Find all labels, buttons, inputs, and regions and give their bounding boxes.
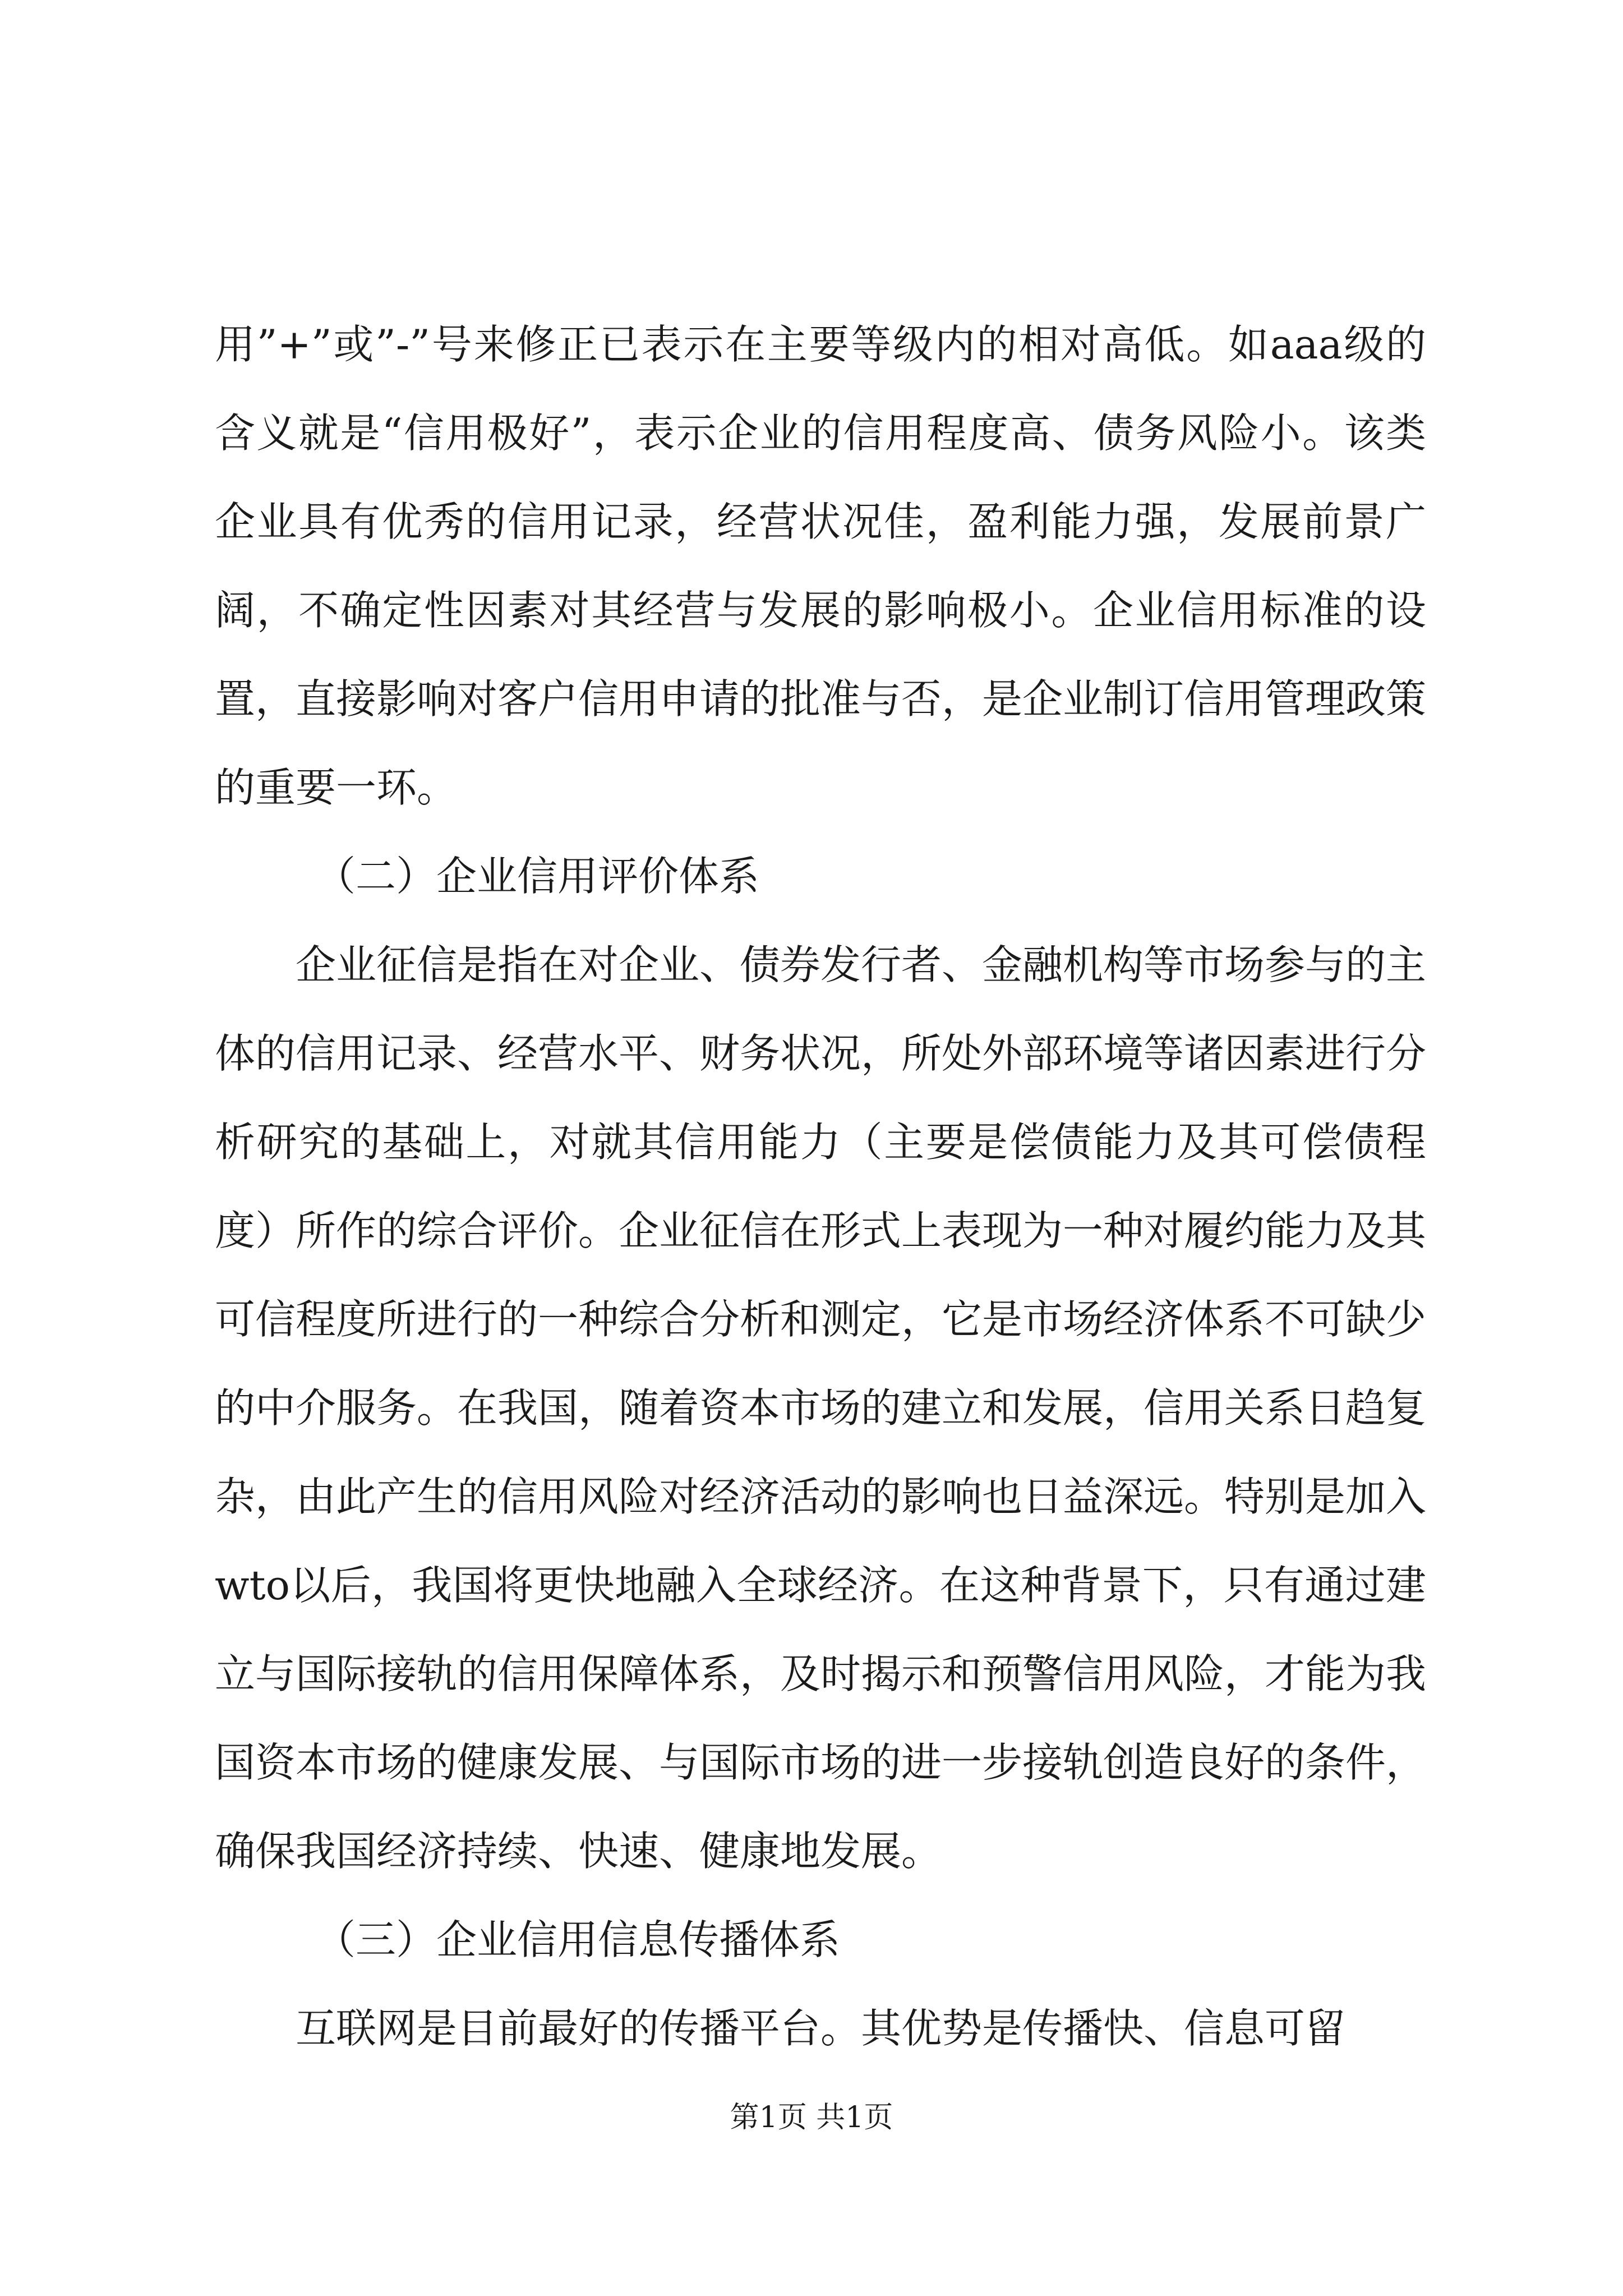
section-heading: （三）企业信用信息传播体系: [315, 1916, 841, 1963]
body-paragraph: 企业征信是指在对企业、债券发行者、金融机构等市场参与的主体的信用记录、经营水平、财务状况，所处外部环境等诸因素进行分析研究的基础上，对就其信用能力（主要是偿债能力及其可偿债程度）所作的综合评价。企业征信在形式上表现为一种对履约能力及其可信程度所进行的一种综合分析和测定，它是市场经济体系不可缺少的中介服务。在我国，随着资本市场的建立和发展，信用关系日趋复杂，由此产生的信用风险对经济活动的影响也日益深远。特别是加入wto以后，我国将更快地融入全球经济。在这种背景下，只有通过建立与国际接轨的信用保障体系，及时揭示和预警信用风险，才能为我国资本市场的健康发展、与国际市场的进一步接轨创造良好的条件，确保我国经济持续、快速、健康地发展。: [215, 941, 1427, 1875]
document-body: [215, 300, 1426, 2073]
body-paragraph: 用”+”或”-”号来修正已表示在主要等级内的相对高低。如aaa级的含义就是“信用极好”，表示企业的信用程度高、债务风险小。该类企业具有优秀的信用记录，经营状况佳，盈利能力强，发展前景广阔，不确定性因素对其经营与发展的影响极小。企业信用标准的设置，直接影响对客户信用申请的批准与否，是企业制订信用管理政策的重要一环。: [215, 321, 1427, 811]
section-heading: （二）企业信用评价体系: [315, 853, 760, 900]
page-footer: [0, 2095, 1623, 2140]
body-paragraph: 互联网是目前最好的传播平台。其优势是传播快、信息可留: [296, 2005, 1346, 2052]
page-number-label: 第1页 共1页: [730, 2101, 893, 2134]
